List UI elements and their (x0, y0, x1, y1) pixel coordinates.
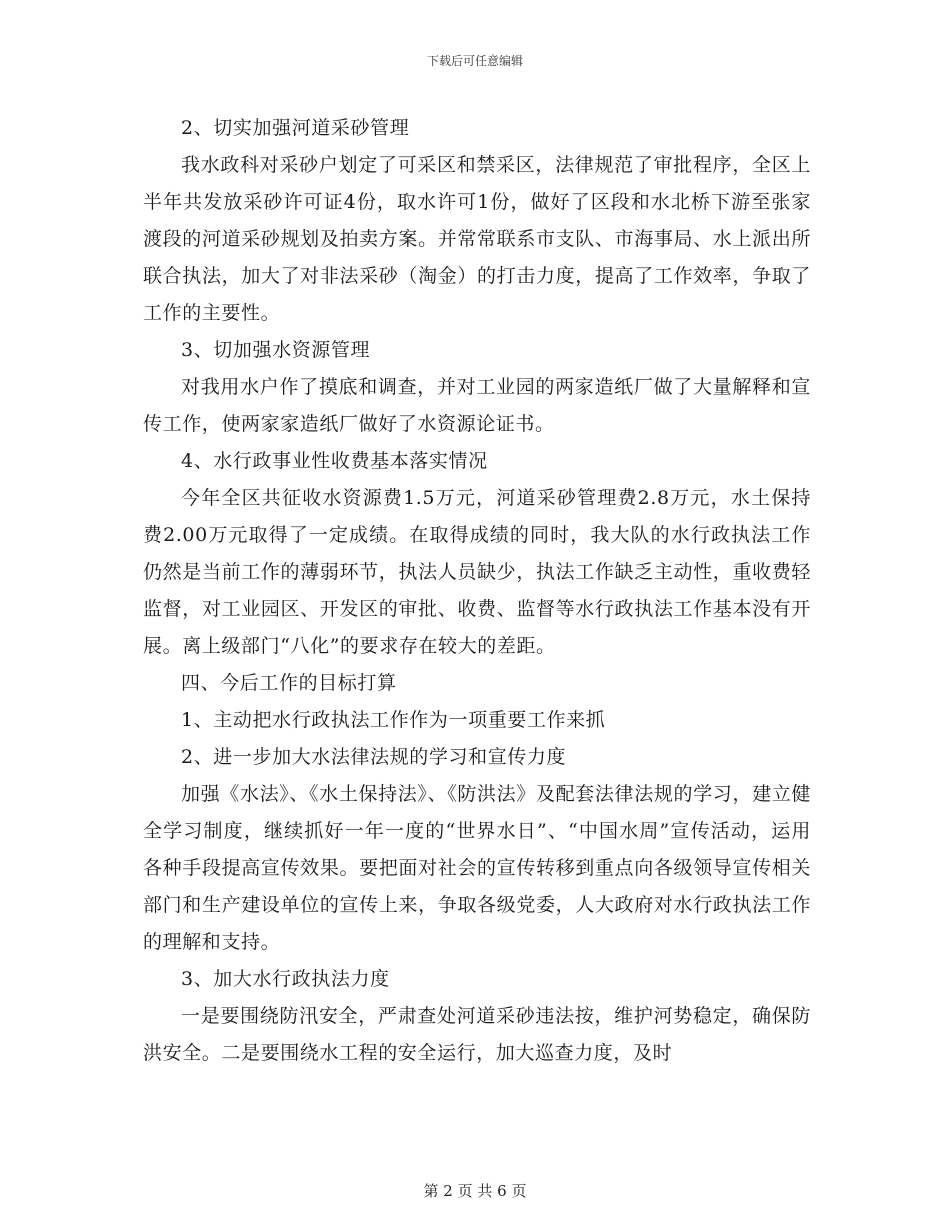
paragraph-fees: 今年全区共征收水资源费1.5万元，河道采砂管理费2.8万元，水土保持费2.00万元取得了一定成绩。在取得成绩的同时，我大队的水行政执法工作仍然是当前工作的薄弱环节，执法人员缺少，执法工作缺乏主动性，重收费轻监督，对工业园区、开发区的审批、收费、监督等水行政执法工作基本没有开展。离上级部门“八化”的要求存在较大的差距。 (143, 487, 811, 657)
paragraph-water-resources: 对我用水户作了摸底和调查，并对工业园的两家造纸厂做了大量解释和宣传工作，使两家家造纸厂做好了水资源论证书。 (143, 376, 811, 435)
heading-future-goals: 四、今后工作的目标打算 (181, 672, 397, 694)
item-1: 1、主动把水行政执法工作作为一项重要工作来抓 (181, 709, 606, 731)
paragraph-publicity: 加强《水法》、《水土保持法》、《防洪法》及配套法律法规的学习，建立健全学习制度，继续抓好一年一度的“世界水日”、“中国水周”宣传活动，运用各种手段提高宣传效果。要把面对社会的宣传转移到重点向各级领导宣传相关部门和生产建设单位的宣传上来，争取各级党委，人大政府对水行政执法工作的理解和支持。 (143, 783, 811, 953)
page-footer: 第 2 页 共 6 页 (423, 1182, 527, 1200)
item-3: 3、加大水行政执法力度 (181, 968, 390, 990)
page-header: 下载后可任意编辑 (426, 54, 523, 68)
heading-fees: 4、水行政事业性收费基本落实情况 (181, 450, 488, 472)
heading-sand-mining: 2、切实加强河道采砂管理 (181, 117, 410, 139)
paragraph-enforcement: 一是要围绕防汛安全，严肃查处河道采砂违法按，维护河势稳定，确保防洪安全。二是要围绕水工程的安全运行，加大巡查力度，及时 (143, 1005, 811, 1064)
item-2: 2、进一步加大水法律法规的学习和宣传力度 (181, 746, 567, 768)
document-body (143, 110, 811, 1072)
heading-water-resources: 3、切加强水资源管理 (181, 339, 371, 361)
paragraph-sand-mining: 我水政科对采砂户划定了可采区和禁采区，法律规范了审批程序，全区上半年共发放采砂许可证4份，取水许可1份，做好了区段和水北桥下游至张家渡段的河道采砂规划及拍卖方案。并常常联系市支队、市海事局、水上派出所联合执法，加大了对非法采砂（淘金）的打击力度，提高了工作效率，争取了工作的主要性。 (143, 154, 811, 324)
